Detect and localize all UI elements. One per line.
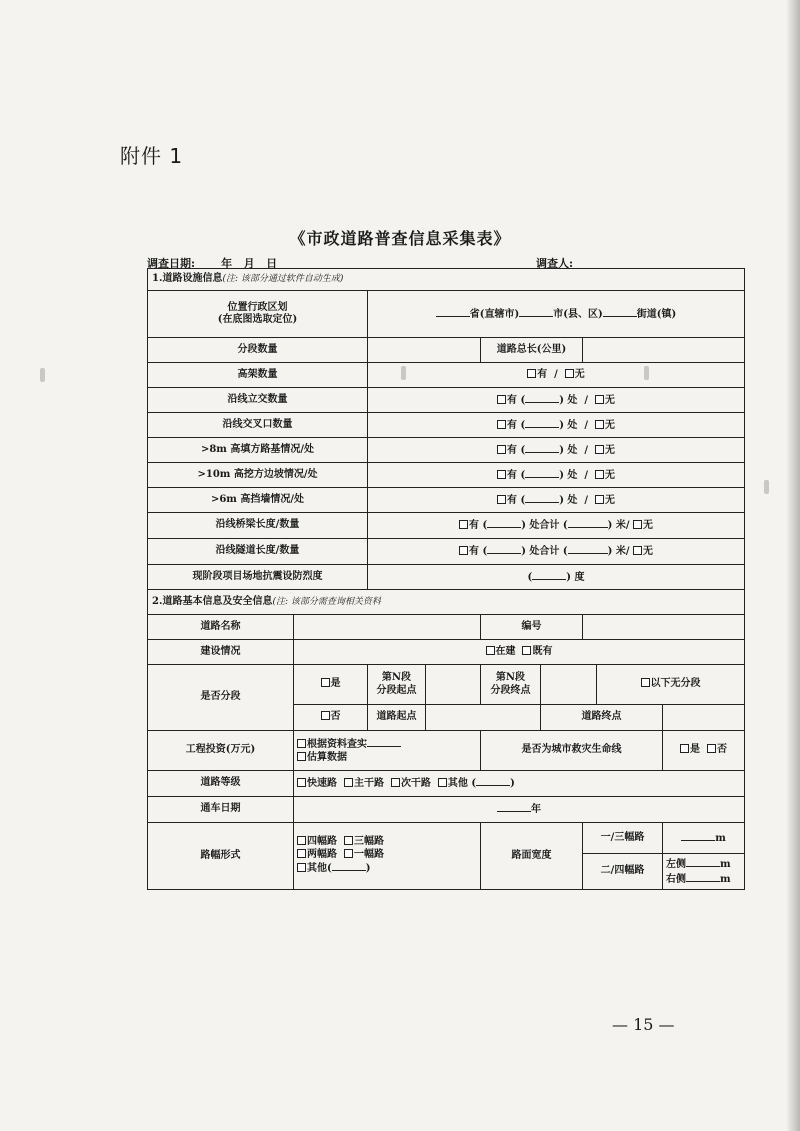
checkbox[interactable] <box>595 420 604 429</box>
road-name-label: 道路名称 <box>148 615 294 640</box>
cut-10m-label: >10m 高挖方边坡情况/处 <box>148 463 368 488</box>
row-road-name <box>148 615 745 640</box>
form-title: 《市政道路普查信息采集表》 <box>289 229 511 248</box>
investigator: 调查人: <box>536 257 574 270</box>
checkbox[interactable] <box>297 778 306 787</box>
checkbox[interactable] <box>497 470 506 479</box>
checkbox[interactable] <box>297 752 306 761</box>
checkbox[interactable] <box>459 546 468 555</box>
checkbox[interactable] <box>297 849 306 858</box>
segment-count-label: 分段数量 <box>148 338 368 363</box>
row-intersection: 沿线交叉口数量 有 ( ) 处 / 无 <box>148 413 745 438</box>
checkbox[interactable] <box>633 520 642 529</box>
elevated-label: 高架数量 <box>148 363 368 388</box>
nth-start-label: 第N段 分段起点 <box>368 665 426 705</box>
row-fill-8m: >8m 高填方路基情况/处 有 ( ) 处 / 无 <box>148 438 745 463</box>
location-value[interactable]: 省(直辖市) 市(县、区) 街道(镇) <box>368 291 745 338</box>
checkbox[interactable] <box>438 778 447 787</box>
intersection-label: 沿线交叉口数量 <box>148 413 368 438</box>
row-section-form-1: 路幅形式 四幅路 三幅路 两幅路 一幅路 其他( ) 路面宽度 一/三幅路 m <box>148 823 745 854</box>
segment-count-value[interactable] <box>368 338 481 363</box>
checkbox[interactable] <box>497 495 506 504</box>
page-edge-shadow <box>786 0 800 1131</box>
row-tunnel: 沿线隧道长度/数量 有 ( ) 处合计 ( ) 米/ 无 <box>148 539 745 565</box>
checkbox[interactable] <box>595 495 604 504</box>
row-bridge: 沿线桥梁长度/数量 有 ( ) 处合计 ( ) 米/ 无 <box>148 513 745 539</box>
nth-start-value[interactable] <box>426 665 481 705</box>
two-four-label: 二/四幅路 <box>583 854 663 890</box>
code-label: 编号 <box>481 615 583 640</box>
section-title: 1.道路设施信息(注: 该部分通过软件自动生成) <box>148 269 745 291</box>
checkbox[interactable] <box>344 849 353 858</box>
one-three-value[interactable]: m <box>663 823 745 854</box>
nth-end-value[interactable] <box>541 665 597 705</box>
row-construction: 建设情况 在建 既有 <box>148 640 745 665</box>
survey-form-table <box>147 268 745 890</box>
checkbox[interactable] <box>391 778 400 787</box>
fill-8m-label: >8m 高填方路基情况/处 <box>148 438 368 463</box>
section-form-label: 路幅形式 <box>148 823 294 890</box>
row-location <box>148 291 745 338</box>
lifeline-label: 是否为城市救灾生命线 <box>481 731 663 771</box>
checkbox[interactable] <box>522 646 531 655</box>
checkbox[interactable] <box>641 678 650 687</box>
checkbox[interactable] <box>595 395 604 404</box>
bridge-label: 沿线桥梁长度/数量 <box>148 513 368 539</box>
checkbox[interactable] <box>344 778 353 787</box>
construction-label: 建设情况 <box>148 640 294 665</box>
row-segmented-1: 是否分段 是 第N段 分段起点 第N段 分段终点 以下无分段 <box>148 665 745 705</box>
nth-end-label: 第N段 分段终点 <box>481 665 541 705</box>
checkbox[interactable] <box>297 836 306 845</box>
row-investment: 工程投资(万元) 根据资料查实 估算数据 是否为城市救灾生命线 是 否 <box>148 731 745 771</box>
checkbox[interactable] <box>680 744 689 753</box>
elevated-options[interactable]: 有 / 无 <box>368 363 745 388</box>
open-date-label: 通车日期 <box>148 797 294 823</box>
checkbox[interactable] <box>297 863 306 872</box>
road-length-value[interactable] <box>583 338 745 363</box>
checkbox[interactable] <box>297 739 306 748</box>
one-three-label: 一/三幅路 <box>583 823 663 854</box>
checkbox[interactable] <box>707 744 716 753</box>
seismic-label: 现阶段项目场地抗震设防烈度 <box>148 565 368 590</box>
row-section-form-2: 二/四幅路 左侧 m 右侧 m <box>148 854 745 890</box>
scan-speck <box>40 368 45 382</box>
row-interchange: 沿线立交数量 有 ( ) 处 / 无 <box>148 388 745 413</box>
checkbox[interactable] <box>321 678 330 687</box>
row-segmented-2: 否 道路起点 道路终点 <box>148 705 745 731</box>
survey-date: 调查日期: 年 月 日 <box>147 257 278 270</box>
road-length-label: 道路总长(公里) <box>481 338 583 363</box>
width-label: 路面宽度 <box>481 823 583 890</box>
road-start-value[interactable] <box>426 705 541 731</box>
road-end-label: 道路终点 <box>541 705 663 731</box>
road-start-label: 道路起点 <box>368 705 426 731</box>
wall-6m-label: >6m 高挡墙情况/处 <box>148 488 368 513</box>
road-end-value[interactable] <box>663 705 745 731</box>
checkbox[interactable] <box>497 420 506 429</box>
page-number: — 15 — <box>612 1015 675 1034</box>
checkbox[interactable] <box>565 369 574 378</box>
grade-label: 道路等级 <box>148 771 294 797</box>
checkbox[interactable] <box>595 445 604 454</box>
checkbox[interactable] <box>321 711 330 720</box>
row-grade: 道路等级 快速路 主干路 次干路 其他 ( ) <box>148 771 745 797</box>
row-open-date: 通车日期 年 <box>148 797 745 823</box>
checkbox[interactable] <box>459 520 468 529</box>
attachment-label: 附件 1 <box>120 144 184 168</box>
checkbox[interactable] <box>527 369 536 378</box>
section1-header <box>148 269 745 291</box>
road-name-value[interactable] <box>294 615 481 640</box>
tunnel-label: 沿线隧道长度/数量 <box>148 539 368 565</box>
checkbox[interactable] <box>595 470 604 479</box>
checkbox[interactable] <box>497 445 506 454</box>
location-label: 位置行政区划 (在底图选取定位) <box>148 291 368 338</box>
row-segments <box>148 338 745 363</box>
row-cut-10m: >10m 高挖方边坡情况/处 有 ( ) 处 / 无 <box>148 463 745 488</box>
segmented-label: 是否分段 <box>148 665 294 731</box>
row-seismic: 现阶段项目场地抗震设防烈度 ( ) 度 <box>148 565 745 590</box>
investment-label: 工程投资(万元) <box>148 731 294 771</box>
code-value[interactable] <box>583 615 745 640</box>
scan-speck <box>764 480 769 494</box>
section-title: 2.道路基本信息及安全信息(注: 该部分需查询相关资料 <box>148 590 745 615</box>
section2-header <box>148 590 745 615</box>
interchange-label: 沿线立交数量 <box>148 388 368 413</box>
checkbox[interactable] <box>486 646 495 655</box>
checkbox[interactable] <box>344 836 353 845</box>
row-wall-6m: >6m 高挡墙情况/处 有 ( ) 处 / 无 <box>148 488 745 513</box>
checkbox[interactable] <box>633 546 642 555</box>
row-elevated <box>148 363 745 388</box>
checkbox[interactable] <box>497 395 506 404</box>
